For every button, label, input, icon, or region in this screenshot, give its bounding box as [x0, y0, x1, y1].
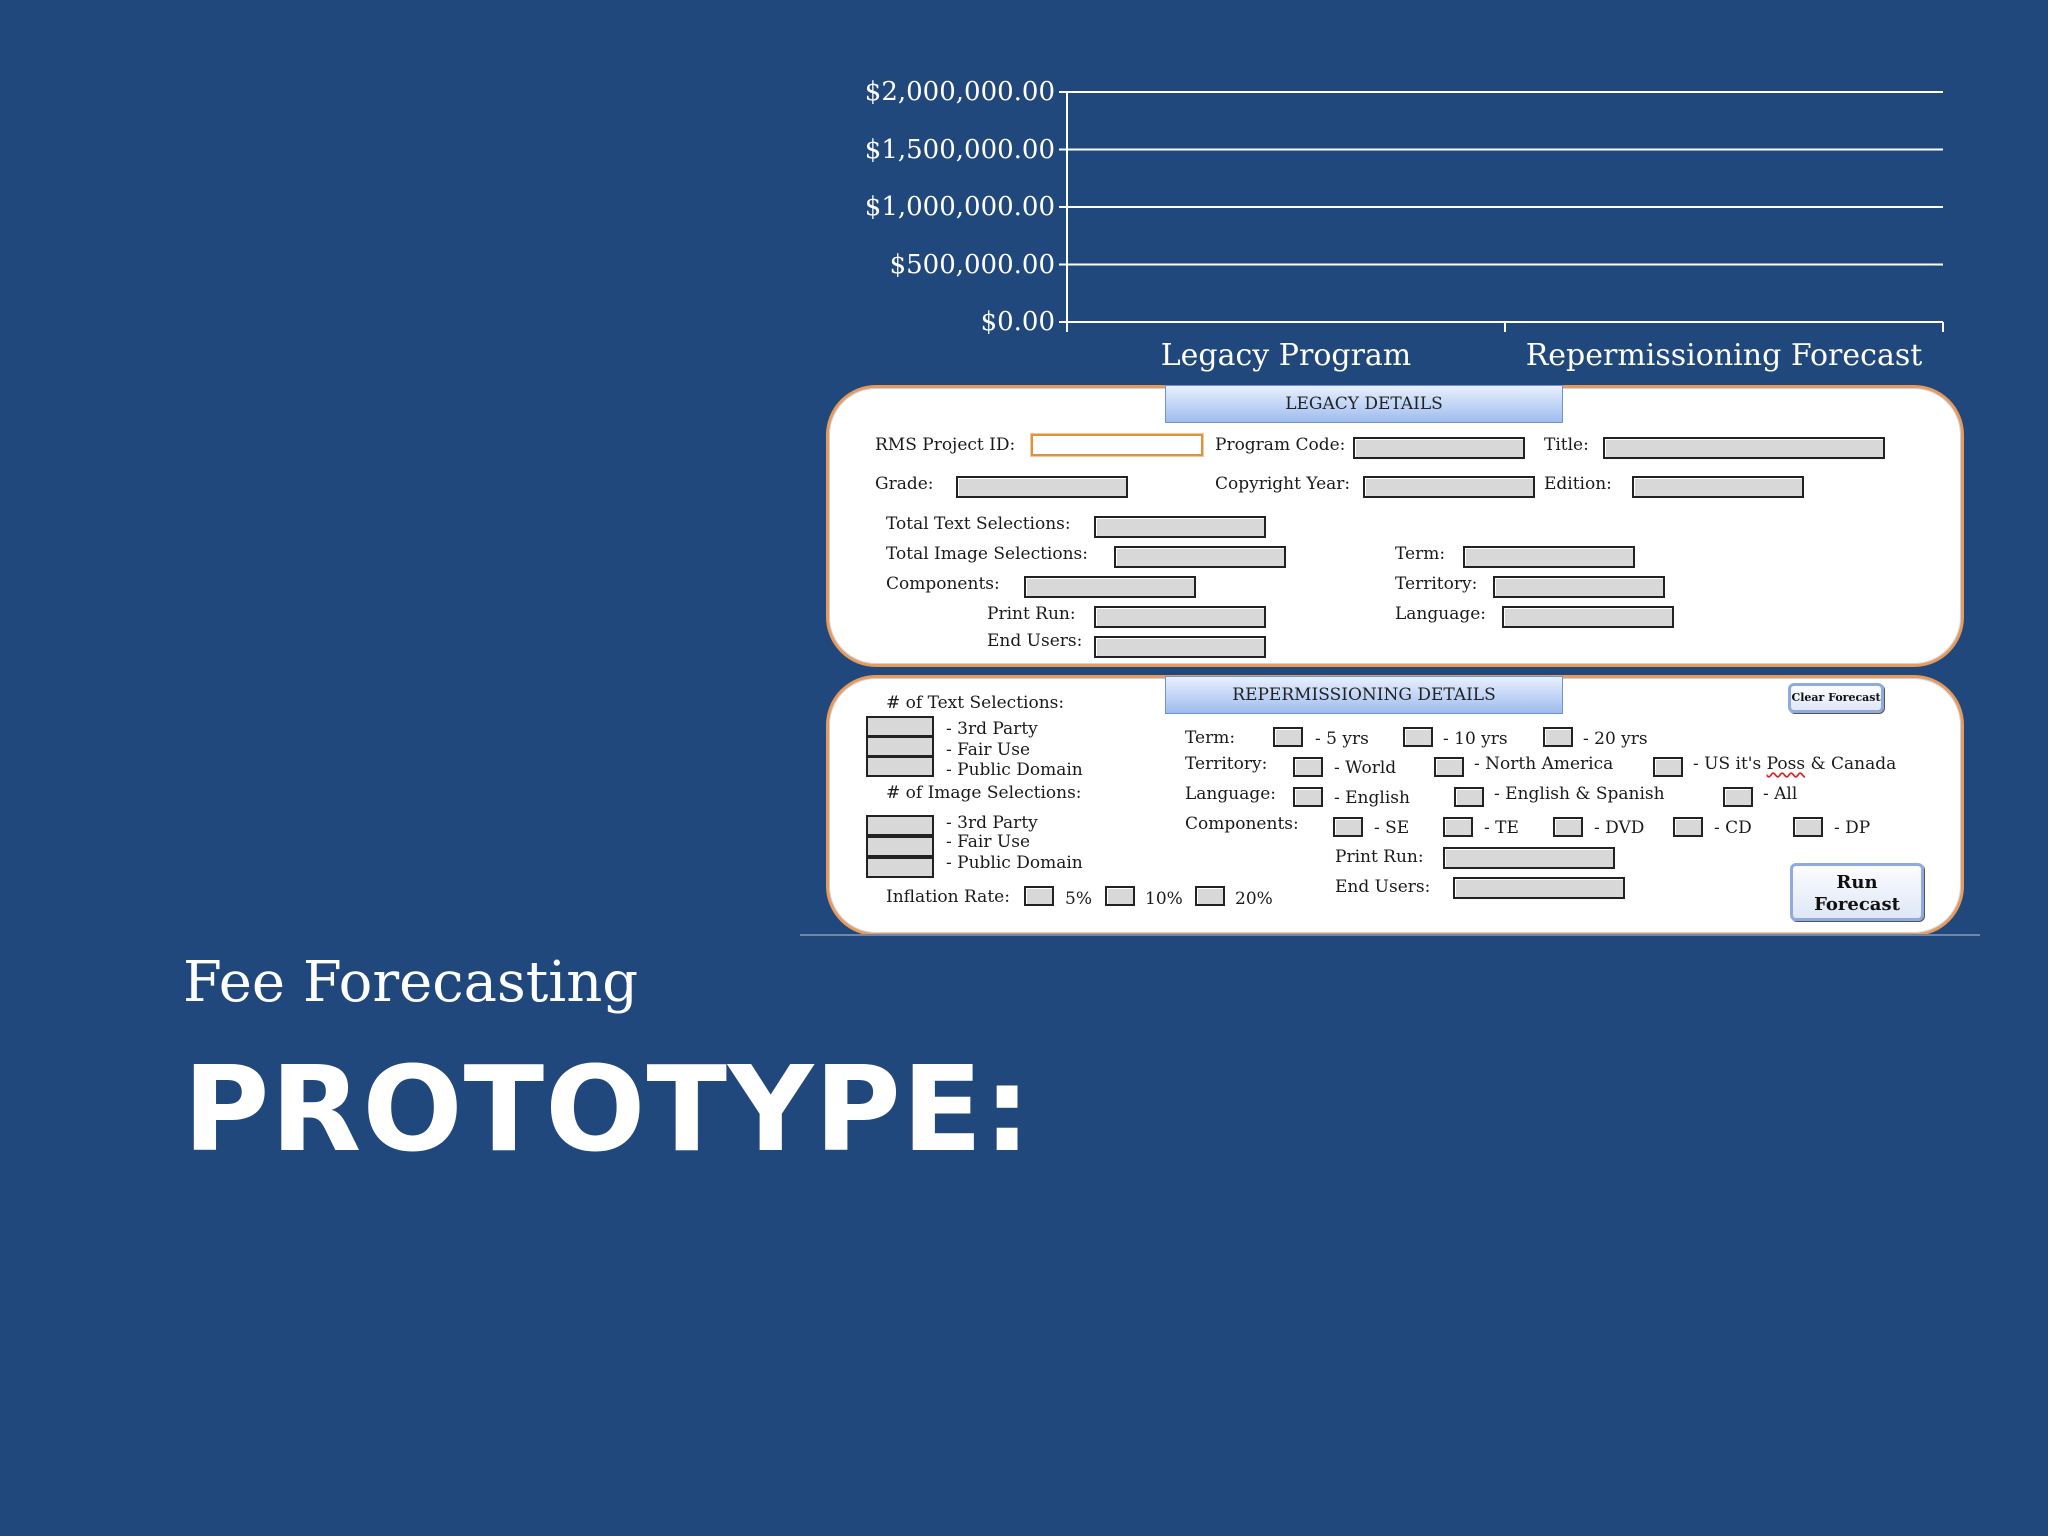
- rms-project-id-label: RMS Project ID:: [875, 435, 1016, 455]
- image-fair-use-box[interactable]: [866, 836, 934, 857]
- y-tick-label: $2,000,000.00: [864, 77, 1055, 107]
- language-all-checkbox[interactable]: [1723, 787, 1753, 807]
- end-users-label: End Users:: [987, 631, 1083, 651]
- language-english-label: - English: [1334, 788, 1410, 808]
- run-forecast-button[interactable]: [1790, 863, 1924, 921]
- run-forecast-label-line1: Run: [1836, 872, 1878, 893]
- components-te-label: - TE: [1484, 818, 1519, 838]
- text-3rd-party-box[interactable]: [866, 716, 934, 737]
- total-text-selections-field[interactable]: [1094, 516, 1266, 538]
- components-dvd-label: - DVD: [1594, 818, 1645, 838]
- components-field[interactable]: [1024, 576, 1196, 598]
- reperm-term-label: Term:: [1185, 728, 1236, 748]
- image-3rd-party-box[interactable]: [866, 815, 934, 836]
- y-tick-label: $1,000,000.00: [864, 192, 1055, 222]
- term-5-label: - 5 yrs: [1315, 729, 1369, 749]
- language-english-checkbox[interactable]: [1293, 787, 1323, 807]
- rms-project-id-field[interactable]: [1031, 434, 1203, 456]
- image-3rd-party-label: - 3rd Party: [946, 813, 1038, 833]
- text-public-domain-label: - Public Domain: [946, 760, 1083, 780]
- edition-field[interactable]: [1632, 476, 1804, 498]
- total-text-selections-label: Total Text Selections:: [886, 514, 1071, 534]
- program-code-label: Program Code:: [1215, 435, 1346, 455]
- components-se-label: - SE: [1374, 818, 1410, 838]
- grade-label: Grade:: [875, 474, 934, 494]
- territory-world-label: - World: [1334, 758, 1397, 778]
- legacy-territory-label: Territory:: [1395, 574, 1478, 594]
- text-public-domain-box[interactable]: [866, 756, 934, 777]
- title-field[interactable]: [1603, 437, 1885, 459]
- reperm-print-run-label: Print Run:: [1335, 847, 1424, 867]
- inflation-20-label: 20%: [1235, 889, 1273, 909]
- components-dvd-checkbox[interactable]: [1553, 817, 1583, 837]
- components-te-checkbox[interactable]: [1443, 817, 1473, 837]
- run-forecast-label-line2: Forecast: [1814, 894, 1900, 915]
- image-public-domain-box[interactable]: [866, 857, 934, 878]
- language-all-label: - All: [1763, 784, 1798, 804]
- copyright-year-label: Copyright Year:: [1215, 474, 1351, 494]
- x-category-label: Repermissioning Forecast: [1525, 338, 1923, 373]
- clear-forecast-button[interactable]: Clear Forecast: [1788, 683, 1884, 713]
- total-image-selections-field[interactable]: [1114, 546, 1286, 568]
- image-public-domain-label: - Public Domain: [946, 853, 1083, 873]
- program-code-field[interactable]: [1353, 437, 1525, 459]
- term-5-checkbox[interactable]: [1273, 727, 1303, 747]
- legacy-territory-field[interactable]: [1493, 576, 1665, 598]
- y-tick-label: $1,500,000.00: [864, 134, 1055, 165]
- print-run-field[interactable]: [1094, 606, 1266, 628]
- slide-title: PROTOTYPE:: [183, 1040, 1032, 1178]
- term-20-label: - 20 yrs: [1583, 729, 1648, 749]
- reperm-components-label: Components:: [1185, 814, 1299, 834]
- grade-field[interactable]: [956, 476, 1128, 498]
- edition-label: Edition:: [1544, 474, 1612, 494]
- inflation-20-checkbox[interactable]: [1195, 886, 1225, 906]
- territory-us-canada-label: - US it's Poss & Canada: [1693, 754, 1897, 774]
- term-10-checkbox[interactable]: [1403, 727, 1433, 747]
- inflation-10-checkbox[interactable]: [1105, 886, 1135, 906]
- legacy-language-field[interactable]: [1502, 606, 1674, 628]
- image-selections-label: # of Image Selections:: [886, 783, 1082, 803]
- x-category-label: Legacy Program: [1160, 338, 1412, 373]
- territory-us-canada-checkbox[interactable]: [1653, 757, 1683, 777]
- slide-subtitle: Fee Forecasting: [183, 950, 639, 1015]
- print-run-label: Print Run:: [987, 604, 1076, 624]
- image-fair-use-label: - Fair Use: [946, 832, 1031, 852]
- components-dp-checkbox[interactable]: [1793, 817, 1823, 837]
- inflation-rate-label: Inflation Rate:: [886, 887, 1010, 907]
- slide-divider: [800, 934, 1980, 936]
- reperm-print-run-field[interactable]: [1443, 847, 1615, 869]
- language-english-spanish-checkbox[interactable]: [1454, 787, 1484, 807]
- title-label: Title:: [1544, 435, 1589, 455]
- territory-north-america-checkbox[interactable]: [1434, 757, 1464, 777]
- legacy-term-label: Term:: [1395, 544, 1446, 564]
- inflation-10-label: 10%: [1145, 889, 1183, 909]
- legacy-language-label: Language:: [1395, 604, 1487, 624]
- reperm-territory-label: Territory:: [1185, 754, 1268, 774]
- reperm-language-label: Language:: [1185, 784, 1277, 804]
- legacy-term-field[interactable]: [1463, 546, 1635, 568]
- components-cd-checkbox[interactable]: [1673, 817, 1703, 837]
- text-fair-use-label: - Fair Use: [946, 740, 1031, 760]
- copyright-year-field[interactable]: [1363, 476, 1535, 498]
- term-10-label: - 10 yrs: [1443, 729, 1508, 749]
- text-3rd-party-label: - 3rd Party: [946, 719, 1038, 739]
- components-cd-label: - CD: [1714, 818, 1752, 838]
- text-selections-label: # of Text Selections:: [886, 693, 1065, 713]
- territory-north-america-label: - North America: [1474, 754, 1614, 774]
- reperm-end-users-field[interactable]: [1453, 877, 1625, 899]
- inflation-5-label: 5%: [1065, 889, 1092, 909]
- end-users-field[interactable]: [1094, 636, 1266, 658]
- reperm-end-users-label: End Users:: [1335, 877, 1431, 897]
- inflation-5-checkbox[interactable]: [1024, 886, 1054, 906]
- repermissioning-details-header: REPERMISSIONING DETAILS: [1165, 676, 1563, 714]
- total-image-selections-label: Total Image Selections:: [886, 544, 1089, 564]
- y-tick-label: $0.00: [980, 307, 1055, 337]
- components-dp-label: - DP: [1834, 818, 1871, 838]
- language-english-spanish-label: - English & Spanish: [1494, 784, 1665, 804]
- components-label: Components:: [886, 574, 1000, 594]
- y-tick-label: $500,000.00: [889, 249, 1055, 280]
- territory-world-checkbox[interactable]: [1293, 757, 1323, 777]
- legacy-details-header: LEGACY DETAILS: [1165, 385, 1563, 423]
- components-se-checkbox[interactable]: [1333, 817, 1363, 837]
- term-20-checkbox[interactable]: [1543, 727, 1573, 747]
- text-fair-use-box[interactable]: [866, 736, 934, 757]
